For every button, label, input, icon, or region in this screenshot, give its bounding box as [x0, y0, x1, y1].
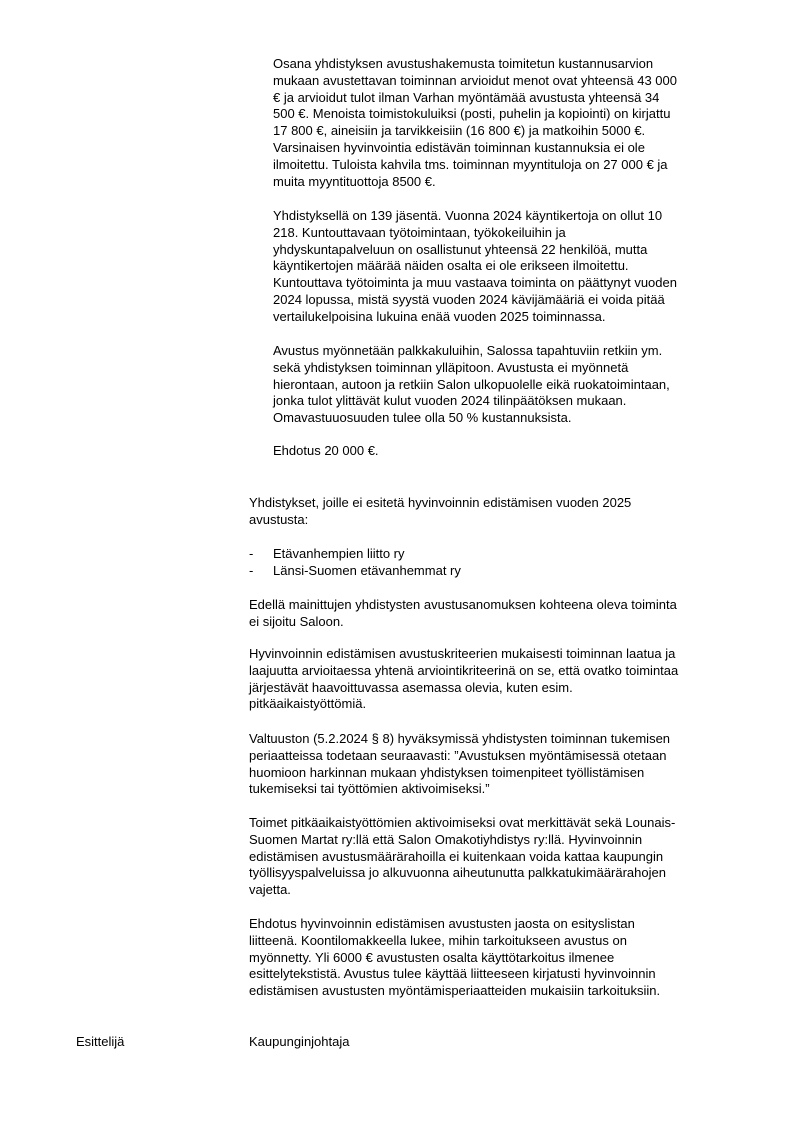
bullet-dash: -: [249, 546, 254, 561]
list-item-label: Länsi-Suomen etävanhemmat ry: [273, 563, 461, 578]
presenter-value: Kaupunginjohtaja: [249, 1034, 350, 1049]
criteria-paragraph: Hyvinvoinnin edistämisen avustuskriteerien mukaisesti toiminnan laatua ja laajuutta arvioitaessa yhtenä arviointikriteerinä on se, että ovatko toimintaa järjestävät haavoittuvassa asemassa olevia, kuten esim. pitkäaikaistyöttömiä.: [249, 646, 679, 712]
grant-purpose-paragraph: Avustus myönnetään palkkakuluihin, Salossa tapahtuviin retkiin ym. sekä yhdistyksen toiminnan ylläpitoon. Avustusta ei myönnetä hierontaan, autoon ja retkiin Salon ulkopuolelle eikä ruokatoimintaan, jonka tulot ylittävät kulut vuoden 2024 tilinpäätöksen mukaan. Omavastuuosuuden tulee olla 50 % kustannuksista.: [273, 343, 670, 426]
presenter-label: Esittelijä: [76, 1034, 125, 1049]
list-item-label: Etävanhempien liitto ry: [273, 546, 405, 561]
attachment-paragraph: Ehdotus hyvinvoinnin edistämisen avustusten jaosta on esityslistan liitteenä. Koontilomakkeella lukee, mihin tarkoitukseen avustus on myönnetty. Yli 6000 € avustusten osalta käyttötarkoitus ilmenee esittelytekstistä. Avustus tulee käyttää liitteeseen kirjatusti hyvinvoinnin edistämisen avustusten myöntämisperiaatteiden mukaisiin tarkoituksiin.: [249, 916, 661, 999]
bullet-dash: -: [249, 563, 254, 578]
activation-paragraph: Toimet pitkäaikaistyöttömien aktivoimiseksi ovat merkittävät sekä Lounais- Suomen Martat ry:llä että Salon Omakotiyhdistys ry:llä. Hyvinvoinnin edistämisen avustusmäärärahoilla ei kuitenkaan voida kattaa kaupungin työllisyyspalveluissa jo alkuvuonna aiheutunutta palkkatukimäärärahojen vajetta.: [249, 815, 676, 898]
council-principles-paragraph: Valtuuston (5.2.2024 § 8) hyväksymissä yhdistysten toiminnan tukemisen periaatteissa todetaan seuraavasti: ”Avustuksen myöntämisessä otetaan huomioon harkinnan mukaan yhdistyksen toimenpiteet työllistämisen tukemiseksi tai työttömien aktivoimiseksi.”: [249, 731, 671, 797]
cost-estimate-paragraph: Osana yhdistyksen avustushakemusta toimitetun kustannusarvion mukaan avustettavan toiminnan arvioidut menot ovat yhteensä 43 000 € ja arvioidut tulot ilman Varhan myöntämää avustusta yhteensä 34 500 €. Menoista toimistokuluiksi (posti, puhelin ja kopiointi) on kirjattu 17 800 €, aineisiin ja tarvikkeisiin (16 800 €) ja matkoihin 5000 €. Varsinaisen hyvinvointia edistävän toiminnan kustannuksia ei ole ilmoitettu. Tuloista kahvila tms. toiminnan myyntituloja on 27 000 € ja muita myyntituottoja 8500 €.: [273, 56, 677, 189]
membership-paragraph: Yhdistyksellä on 139 jäsentä. Vuonna 2024 käyntikertoja on ollut 10 218. Kuntouttavaan työtoimintaan, työkokeiluihin ja yhdyskuntapalveluun on osallistunut yhteensä 22 henkilöä, mutta käyntikertojen määrää näiden osalta ei ole erikseen ilmoitettu. Kuntouttava työtoiminta ja muu vastaava toiminta on päättynyt vuoden 2024 lopussa, mistä syystä vuoden 2024 kävijämääriä ei voida pitää vertailukelpoisina lukuina enää vuoden 2025 toiminnassa.: [273, 208, 677, 324]
no-grant-intro: Yhdistykset, joille ei esitetä hyvinvoinnin edistämisen vuoden 2025 avustusta:: [249, 495, 632, 527]
proposal-amount: Ehdotus 20 000 €.: [273, 443, 379, 458]
location-paragraph: Edellä mainittujen yhdistysten avustusanomuksen kohteena oleva toiminta ei sijoitu Saloon.: [249, 597, 677, 629]
